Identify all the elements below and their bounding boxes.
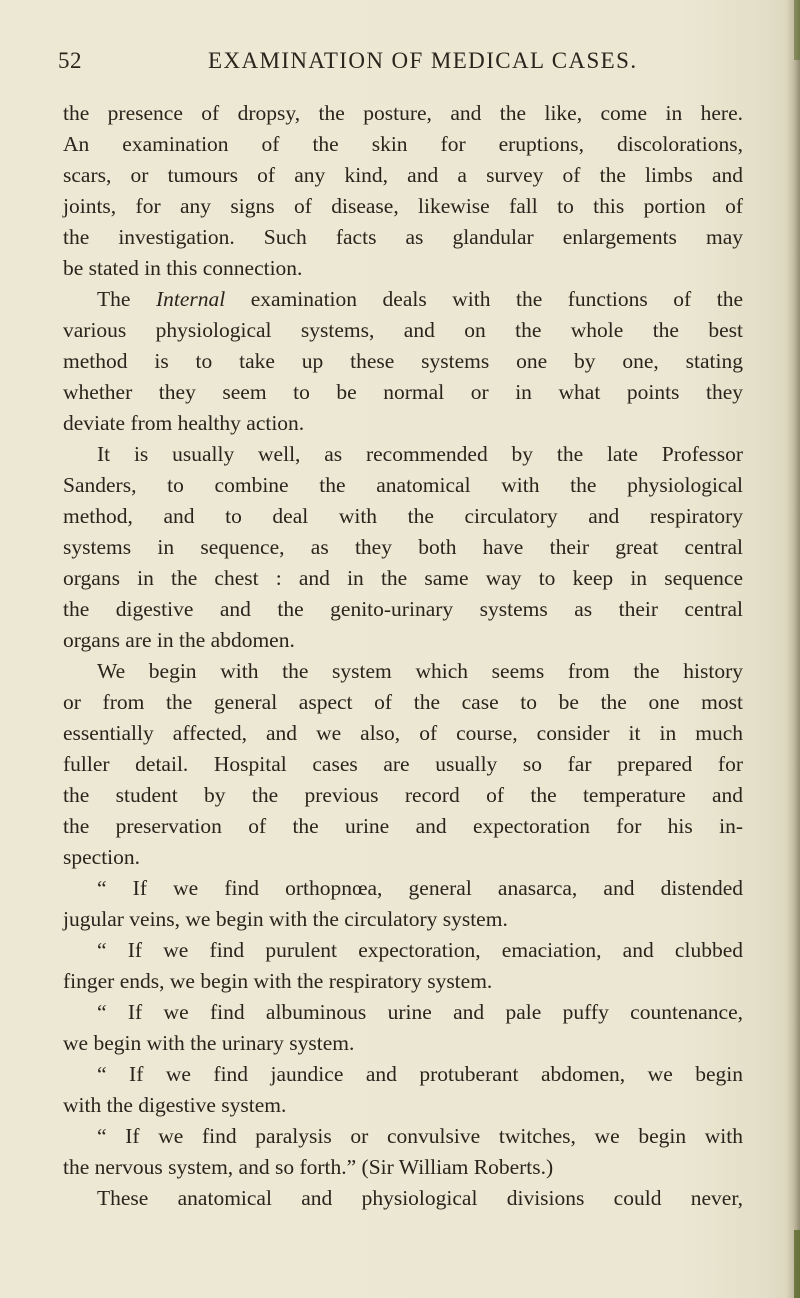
text-line: the nervous system, and so forth.” (Sir William Roberts.) (63, 1155, 554, 1179)
text-line: systems in sequence, as they both have their great central (63, 535, 743, 559)
running-title: EXAMINATION OF MEDICAL CASES. (208, 48, 638, 73)
text-line: organs in the chest : and in the same way to keep in sequence (63, 566, 743, 590)
text-line: jugular veins, we begin with the circulatory system. (63, 907, 508, 931)
text-line: fuller detail. Hospital cases are usually so far prepared for (63, 752, 743, 776)
page-edge-shadow (786, 0, 800, 1298)
text-line: the presence of dropsy, the posture, and the like, come in here. (63, 101, 743, 125)
text-line: “ If we find jaundice and protuberant abdomen, we begin (97, 1062, 743, 1086)
text-line: finger ends, we begin with the respiratory system. (63, 969, 493, 993)
text-line: the student by the previous record of the temperature and (63, 783, 743, 807)
text-line: the preservation of the urine and expectoration for his in- (63, 814, 743, 838)
text-line: method, and to deal with the circulatory and respiratory (63, 504, 743, 528)
text-line: The Internal examination deals with the functions of the (97, 287, 743, 311)
text-line: the digestive and the genito-urinary systems as their central (63, 597, 743, 621)
text-line: We begin with the system which seems from the history (97, 659, 743, 683)
text-line: various physiological systems, and on the whole the best (63, 318, 743, 342)
text-line: These anatomical and physiological divisions could never, (97, 1186, 743, 1210)
text-line: It is usually well, as recommended by the late Professor (97, 442, 743, 466)
text-line: essentially affected, and we also, of course, consider it in much (63, 721, 743, 745)
text-line: or from the general aspect of the case to be the one most (63, 690, 743, 714)
text-line: “ If we find paralysis or convulsive twitches, we begin with (97, 1124, 743, 1148)
text-line: An examination of the skin for eruptions, discolorations, (63, 132, 743, 156)
page-header (58, 48, 758, 78)
text-line: spection. (63, 845, 141, 869)
text-line: “ If we find albuminous urine and pale puffy countenance, (97, 1000, 743, 1024)
text-line: organs are in the abdomen. (63, 628, 295, 652)
text-line: whether they seem to be normal or in what points they (63, 380, 743, 404)
page-number: 52 (58, 48, 82, 73)
text-line: be stated in this connection. (63, 256, 303, 280)
text-line: method is to take up these systems one by one, stating (63, 349, 743, 373)
body-text (63, 98, 743, 1214)
text-line: “ If we find orthopnœa, general anasarca, and distended (97, 876, 743, 900)
binding-mark (794, 1230, 800, 1298)
text-line: joints, for any signs of disease, likewise fall to this portion of (63, 194, 743, 218)
text-line: with the digestive system. (63, 1093, 287, 1117)
text-line: scars, or tumours of any kind, and a survey of the limbs and (63, 163, 743, 187)
text-line: deviate from healthy action. (63, 411, 305, 435)
binding-mark (794, 0, 800, 60)
text-line: “ If we find purulent expectoration, emaciation, and clubbed (97, 938, 743, 962)
text-line: we begin with the urinary system. (63, 1031, 355, 1055)
text-line: the investigation. Such facts as glandular enlargements may (63, 225, 743, 249)
text-line: Sanders, to combine the anatomical with the physiological (63, 473, 743, 497)
